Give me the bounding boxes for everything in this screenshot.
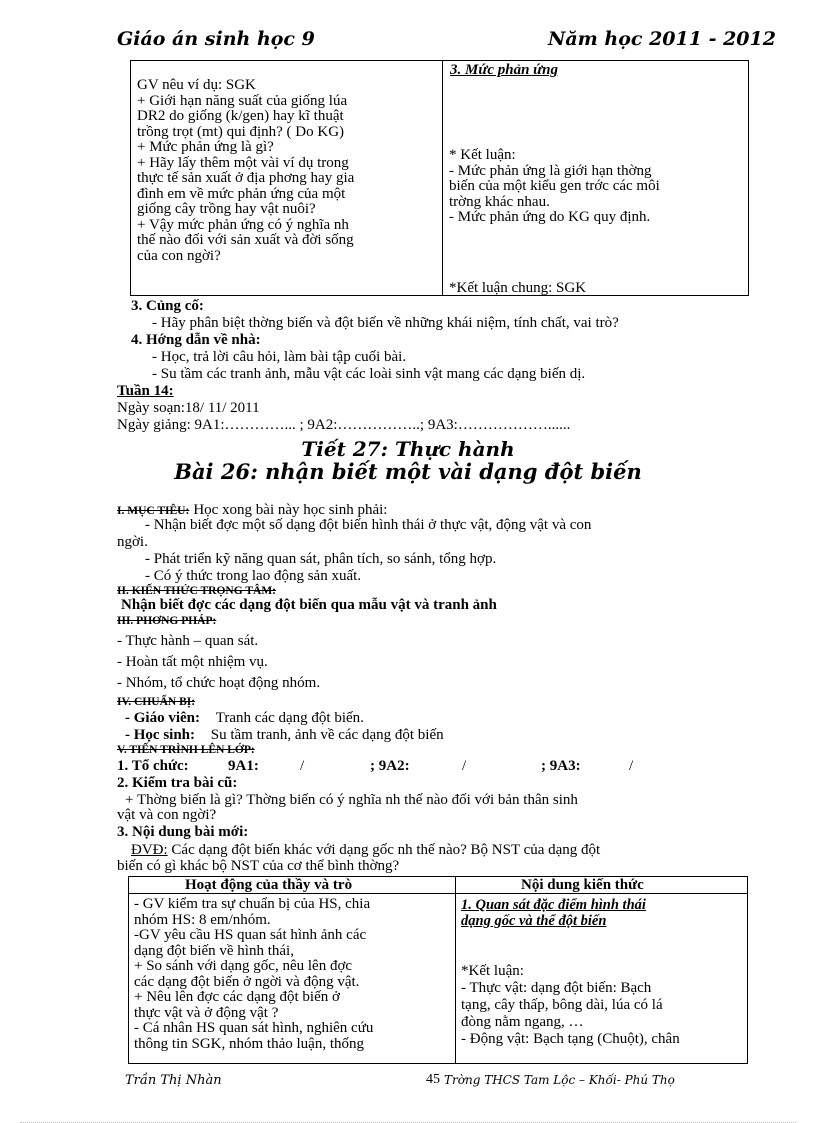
table-1-left-line: + Hãy lấy thêm một vài ví dụ trong — [137, 154, 349, 171]
table-2-divider — [455, 876, 456, 1064]
table-1-right-line: trờng khác nhau. — [449, 193, 550, 210]
kienthuc-heading: II. KIẾN THỨC TRỌNG TÂM: — [117, 585, 277, 597]
table-1-right-line: * Kết luận: — [449, 147, 516, 163]
table-2-header-line — [128, 893, 748, 894]
muctieu-line: - Nhận biết đợc một số dạng đột biến hình thái ở thực vật, động vật và con — [145, 517, 592, 533]
tuan-label: Tuần 14: — [117, 383, 174, 399]
table-2-head-left: Hoạt động của thầy và trò — [185, 877, 353, 893]
table-1-left-line: + Giới hạn năng suất của giống lúa — [137, 92, 348, 109]
phuongphap-line: - Hoàn tất một nhiệm vụ. — [117, 654, 268, 670]
table-1-left-line: trồng trọt (mt) qui định? ( Do KG) — [137, 123, 345, 140]
huongdan-heading: 4. Hớng dẫn về nhà: — [131, 332, 261, 348]
table-1-left-cell — [137, 78, 435, 264]
table-2-left-line: thông tin SGK, nhóm thảo luận, thống — [134, 1035, 364, 1052]
phuongphap-line: - Nhóm, tổ chức hoạt động nhóm. — [117, 675, 321, 691]
chuanbi-hs-text: Su tầm tranh, ảnh về các dạng đột biến — [210, 727, 444, 743]
toc-slash: / — [629, 758, 634, 774]
table-1-left-line: đình em về mức phản ứng của một — [137, 185, 346, 202]
table-2-left-line: + Nêu lên đợc các dạng đột biến ở — [134, 989, 340, 1005]
table-1-left-line: giống cây trồng hay vật nuôi? — [137, 201, 316, 217]
chuanbi-gv-row — [125, 711, 364, 726]
ktbc-line: + Thờng biến là gì? Thờng biến có ý nghĩa nh thế nào đối với bản thân sinh — [125, 792, 578, 808]
huongdan-line: - Su tầm các tranh ảnh, mẫu vật các loài sinh vật mang các dạng biến dị. — [152, 366, 586, 382]
chuanbi-heading: IV. CHUẨN BỊ: — [117, 696, 196, 708]
toc-slash: / — [300, 758, 305, 774]
toc-slash: / — [462, 758, 467, 774]
footer-page-number: 45 — [426, 1072, 440, 1087]
table-1-right-line: - Mức phản ứng là giới hạn thờng — [449, 162, 652, 179]
lesson-subtitle: Bài 26: nhận biết một vài dạng đột biến — [174, 459, 642, 484]
ktbc-heading: 2. Kiểm tra bài cũ: — [117, 775, 238, 791]
header-left: Giáo án sinh học 9 — [117, 28, 315, 50]
muctieu-line: - Có ý thức trong lao động sản xuất. — [145, 568, 362, 584]
chuanbi-gv-label: - Giáo viên: — [125, 710, 200, 726]
table-2-left-line: - Cá nhân HS quan sát hình, nghiên cứu — [134, 1020, 374, 1036]
table-1-conclusion: *Kết luận chung: SGK — [449, 280, 587, 296]
kienthuc-line: Nhận biết đợc các dạng đột biến qua mẫu vật và tranh ảnh — [121, 597, 497, 613]
chuanbi-hs-row — [125, 728, 444, 743]
table-1-left-line: thực tế sản xuất ở địa phơng hay gia — [137, 170, 355, 186]
lesson-title: Tiết 27: Thực hành — [301, 437, 515, 461]
table-1-right-title: 3. Mức phản ứng — [450, 62, 558, 78]
toc-9a3: ; 9A3: — [541, 758, 581, 774]
table-2-right-title: dạng gốc và thể đột biến — [461, 913, 607, 929]
cungco-line: - Hãy phân biệt thờng biến và đột biến về những khái niệm, tính chất, vai trò? — [152, 315, 619, 331]
table-1-left-line: DR2 do giống (k/gen) hay kĩ thuật — [137, 108, 344, 124]
phuongphap-line: - Thực hành – quan sát. — [117, 633, 259, 649]
toc-label: 1. Tổ chức: — [117, 758, 189, 774]
phuongphap-heading: III. PHƠNG PHÁP: — [117, 615, 217, 627]
dvd-label: ĐVĐ: — [131, 842, 168, 858]
table-1-left-line: thế nào đối với sản xuất và đời sống — [137, 232, 354, 248]
footer-author: Trần Thị Nhàn — [125, 1073, 222, 1088]
table-2-left-line: -GV yêu cầu HS quan sát hình ảnh các — [134, 927, 367, 943]
ngay-soan: Ngày soạn:18/ 11/ 2011 — [117, 400, 260, 416]
dvd-text: Các dạng đột biến khác với dạng gốc nh thế nào? Bộ NST của dạng đột — [171, 842, 601, 858]
table-1-left-line: + Vậy mức phản ứng có ý nghĩa nh — [137, 216, 349, 233]
table-1-left-line: của con ngời? — [137, 247, 221, 264]
dvd-line: biến có gì khác bộ NST của cơ thể bình thờng? — [117, 858, 400, 874]
chuanbi-hs-label: - Học sinh: — [125, 727, 196, 743]
toc-9a2: ; 9A2: — [370, 758, 410, 774]
ngay-giang: Ngày giảng: 9A1:…………... ; 9A2:……………..; 9A3:………………...... — [117, 417, 571, 433]
cungco-heading: 3. Củng cố: — [131, 298, 204, 314]
table-2-left-line: các dạng đột biến ở ngời và động vật. — [134, 973, 360, 990]
table-2-left-line: - GV kiểm tra sự chuẩn bị của HS, chia — [134, 896, 371, 912]
table-2-left-line: + So sánh với dạng gốc, nêu lên đợc — [134, 958, 353, 974]
table-2-left-line: nhóm HS: 8 em/nhóm. — [134, 911, 271, 928]
table-2-left-cell — [134, 897, 450, 1052]
table-2-left-line: dạng đột biến về hình thái, — [134, 942, 294, 959]
table-1-right-line: biến của một kiểu gen trớc các môi — [449, 178, 660, 194]
table-2-right-line: đòng nằm ngang, … — [461, 1014, 584, 1030]
table-1-left-line: + Mức phản ứng là gì? — [137, 139, 274, 155]
table-1-divider — [442, 60, 443, 296]
table-2-right-title: 1. Quan sát đặc điểm hình thái — [461, 897, 646, 913]
muctieu-heading: I. MỤC TIÊU: — [117, 505, 190, 517]
dvd-row — [131, 843, 600, 858]
header-right: Năm học 2011 - 2012 — [548, 28, 776, 50]
table-2-right-cell — [461, 963, 743, 1048]
table-2-right-line: - Động vật: Bạch tạng (Chuột), chân — [461, 1031, 680, 1047]
table-2-left-line: thực vật và ở động vật ? — [134, 1004, 279, 1021]
table-2-head-right: Nội dung kiến thức — [521, 877, 644, 893]
muctieu-intro: Học xong bài này học sinh phải: — [193, 502, 388, 518]
table-1-right-cell — [449, 148, 744, 226]
table-2-right-line: *Kết luận: — [461, 963, 524, 979]
chuanbi-gv-text: Tranh các dạng đột biến. — [215, 710, 364, 726]
table-2-right-line: - Thực vật: dạng đột biến: Bạch — [461, 980, 652, 996]
muctieu-line: - Phát triển kỹ năng quan sát, phân tích, so sánh, tổng hợp. — [145, 551, 497, 567]
tientrinh-heading: V. TIẾN TRÌNH LÊN LỚP: — [117, 744, 255, 756]
footer-school: Trờng THCS Tam Lộc – Khối- Phú Thọ — [444, 1073, 675, 1087]
ndbm-heading: 3. Nội dung bài mới: — [117, 824, 249, 840]
table-1-left-line: GV nêu ví dụ: SGK — [137, 77, 256, 93]
table-2-right-line: tạng, cây thấp, bông dài, lúa có lá — [461, 997, 663, 1013]
ktbc-line: vật và con ngời? — [117, 807, 217, 823]
huongdan-line: - Học, trả lời câu hỏi, làm bài tập cuối bài. — [152, 349, 407, 365]
toc-9a1: 9A1: — [228, 758, 259, 774]
muctieu-line: ngời. — [117, 534, 148, 550]
table-1-right-line: - Mức phản ứng do KG quy định. — [449, 209, 651, 225]
